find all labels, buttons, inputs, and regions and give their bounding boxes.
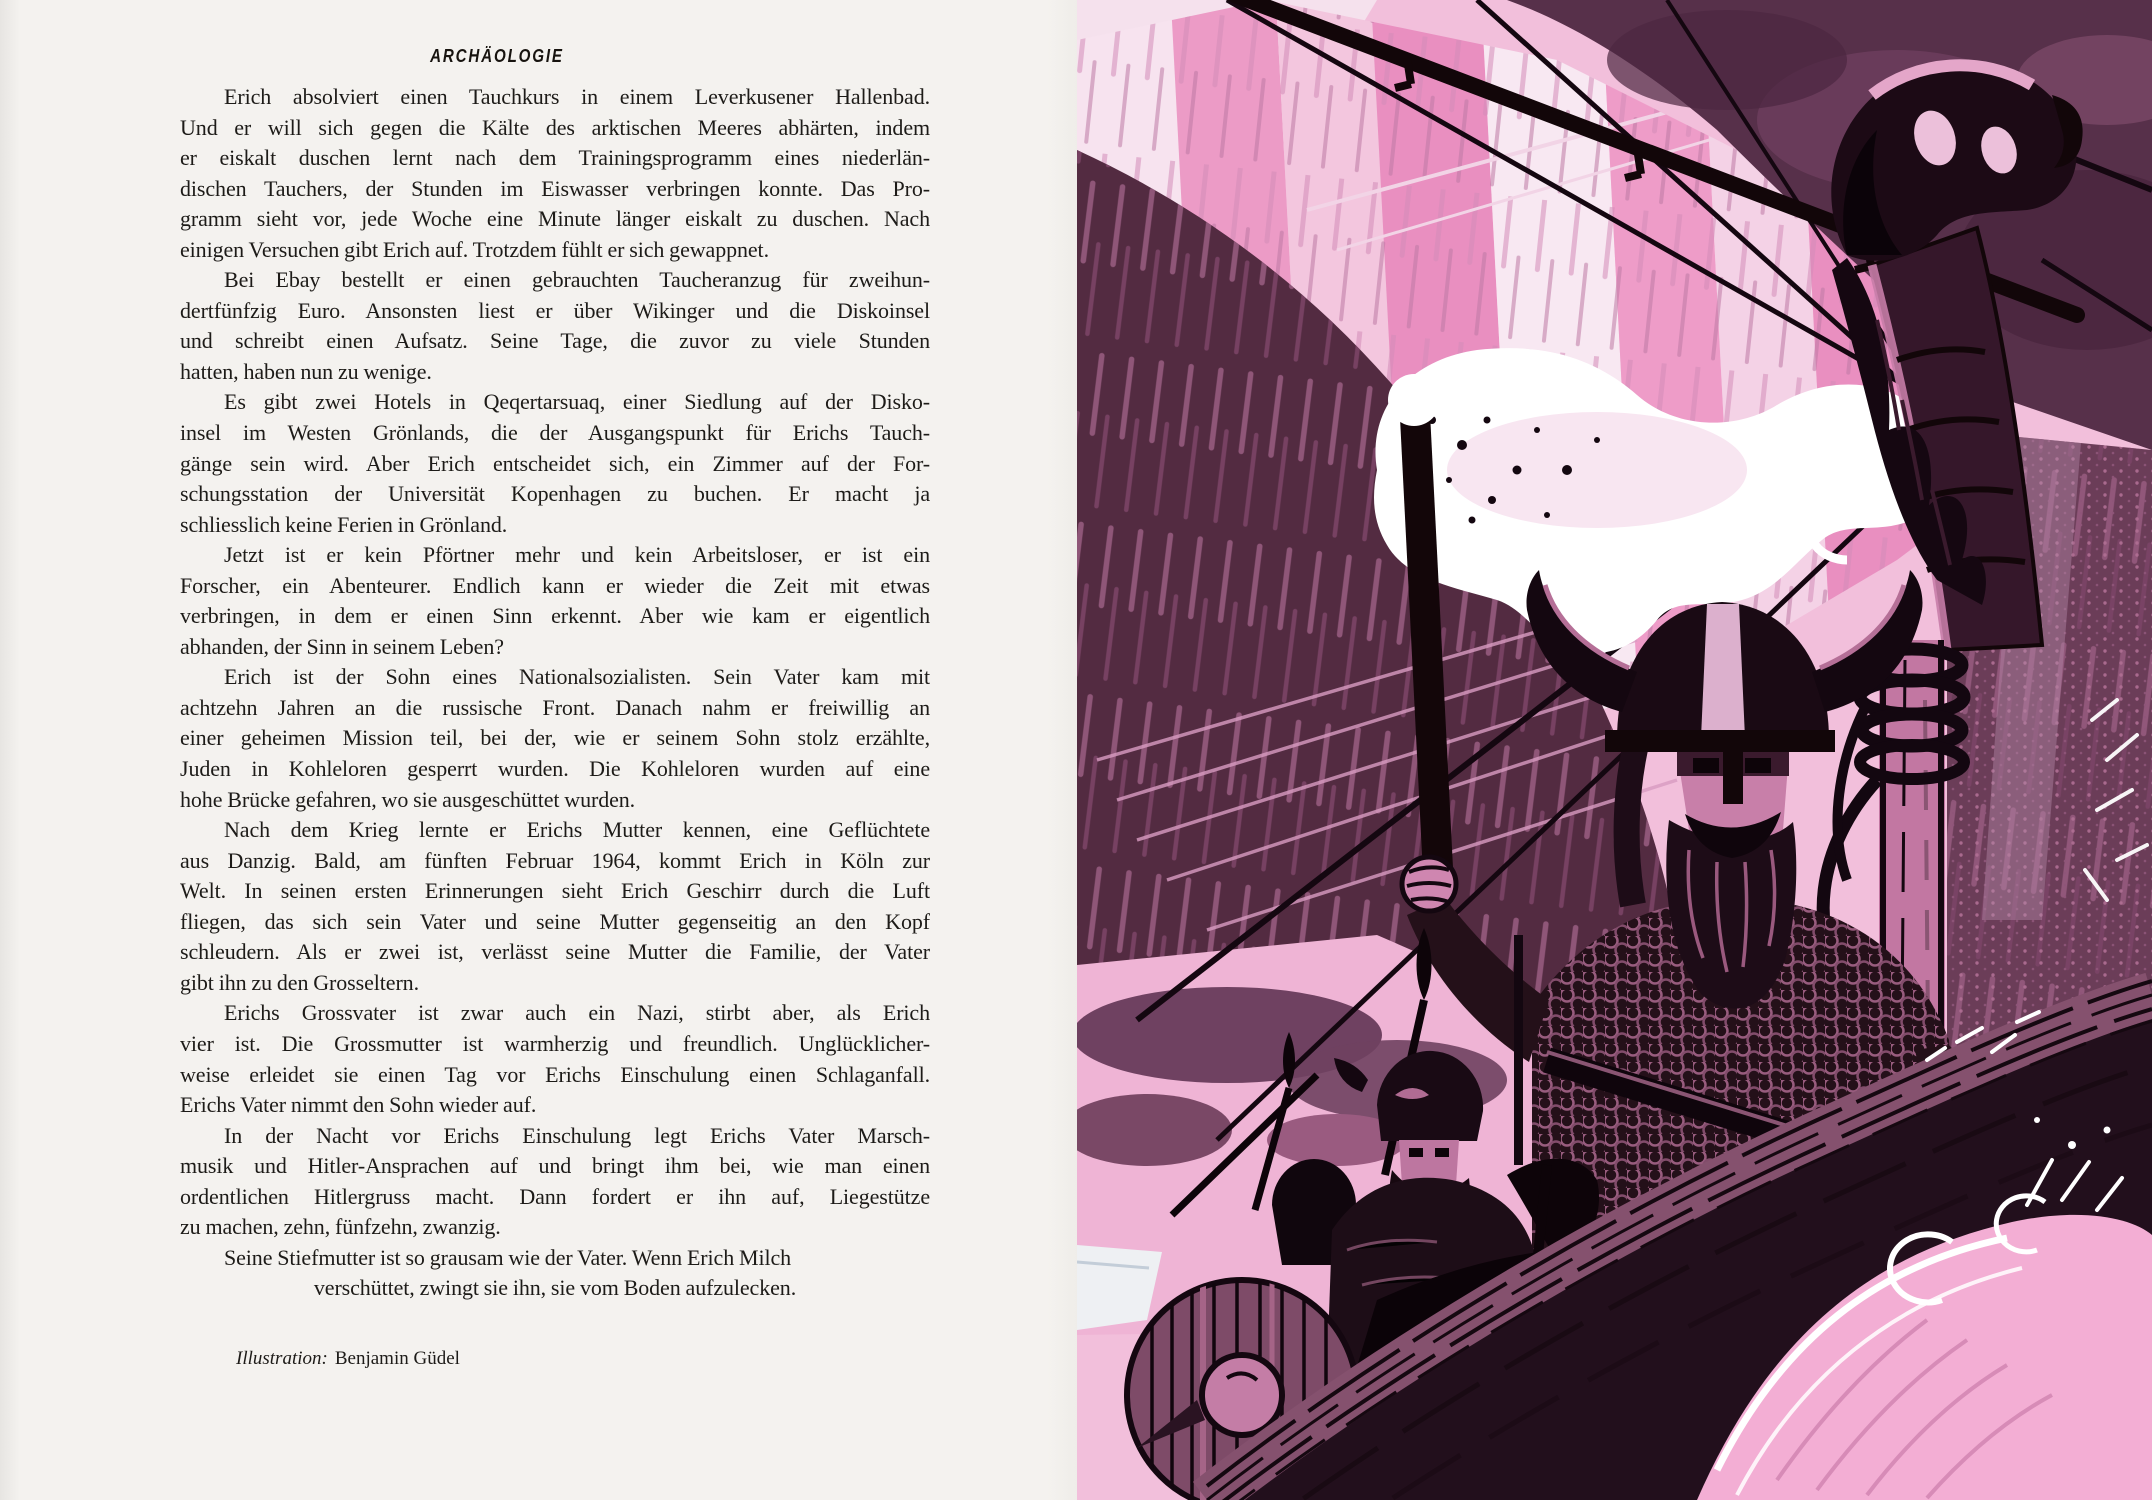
text-line: dertfünfzig Euro. Ansonsten liest er über Wikinger und die Diskoinsel xyxy=(180,297,930,323)
text-line: gibt ihn zu den Grosseltern. xyxy=(180,969,419,995)
text-line: aus Danzig. Bald, am fünften Februar 1964, kommt Erich in Köln zur xyxy=(180,847,930,873)
text-line: abhanden, der Sinn in seinem Leben? xyxy=(180,633,504,659)
text-line: hohe Brücke gefahren, wo sie ausgeschüttet wurden. xyxy=(180,786,636,812)
paragraph xyxy=(180,387,930,540)
text-line: einigen Versuchen gibt Erich auf. Trotzdem fühlt er sich gewappnet. xyxy=(180,236,769,262)
text-line: dischen Tauchers, der Stunden im Eiswasser verbringen konnte. Das Pro- xyxy=(180,175,930,201)
text-line: Erichs Grossvater ist zwar auch ein Nazi, stirbt aber, als Erich xyxy=(224,1000,930,1026)
section-kicker: ARCHÄOLOGIE xyxy=(430,46,564,66)
text-column xyxy=(180,82,930,1304)
text-line: verschüttet, zwingt sie ihn, sie vom Boden aufzulecken. xyxy=(313,1275,797,1301)
text-line: schleudern. Als er zwei ist, verlässt seine Mutter die Familie, der Vater xyxy=(180,939,930,965)
paragraph xyxy=(180,265,930,387)
text-line: schungsstation der Universität Kopenhagen zu buchen. Er macht ja xyxy=(180,481,930,507)
paragraph xyxy=(180,815,930,998)
text-line: Juden in Kohleloren gesperrt wurden. Die Kohleloren wurden auf eine xyxy=(180,756,930,782)
text-line: insel im Westen Grönlands, die der Ausgangspunkt für Erichs Tauch- xyxy=(180,420,930,446)
text-line: Jetzt ist er kein Pförtner mehr und kein Arbeitsloser, er ist ein xyxy=(224,542,930,568)
text-line: Und er will sich gegen die Kälte des arktischen Meeres abhärten, indem xyxy=(180,114,930,140)
text-line: musik und Hitler-Ansprachen auf und bringt ihm bei, wie man einen xyxy=(180,1153,930,1179)
text-line: Forscher, ein Abenteurer. Endlich kann er wieder die Zeit mit etwas xyxy=(180,572,930,598)
torch-hand xyxy=(1402,857,1456,911)
text-line: und schreibt einen Aufsatz. Seine Tage, die zuvor zu viele Stunden xyxy=(180,328,930,354)
text-line: fliegen, das sich sein Vater und seine Mutter gegenseitig an den Kopf xyxy=(180,908,930,934)
credit-name: Benjamin Güdel xyxy=(334,1348,460,1369)
viking-ship-illustration xyxy=(1077,0,2152,1500)
credit-label: Illustration: xyxy=(236,1348,328,1369)
text-line: Erichs Vater nimmt den Sohn wieder auf. xyxy=(180,1092,537,1118)
paragraph xyxy=(180,1243,930,1304)
text-line: achtzehn Jahren an die russische Front. Danach nahm er freiwillig an xyxy=(180,694,930,720)
text-line: gänge sein wird. Aber Erich entscheidet sich, ein Zimmer auf der For- xyxy=(180,450,930,476)
text-line: einer geheimen Mission teil, bei der, wie er seinem Sohn stolz erzählte, xyxy=(180,725,930,751)
text-line: vier ist. Die Grossmutter ist warmherzig und freundlich. Unglücklicher- xyxy=(180,1030,930,1056)
text-line: Es gibt zwei Hotels in Qeqertarsuaq, einer Siedlung auf der Disko- xyxy=(224,389,930,415)
text-line: ordentlichen Hitlergruss macht. Dann fordert er ihn auf, Liegestütze xyxy=(180,1183,930,1209)
paragraph xyxy=(180,540,930,662)
text-line: Erich ist der Sohn eines Nationalsozialisten. Sein Vater kam mit xyxy=(224,664,930,690)
text-line: In der Nacht vor Erichs Einschulung legt Erichs Vater Marsch- xyxy=(224,1122,930,1148)
text-line: Seine Stiefmutter ist so grausam wie der Vater. Wenn Erich Milch xyxy=(224,1244,792,1270)
text-line: gramm sieht vor, jede Woche eine Minute länger eiskalt zu duschen. Nach xyxy=(180,206,930,232)
text-line: Bei Ebay bestellt er einen gebrauchten Taucheranzug für zweihun- xyxy=(224,267,930,293)
text-line: verbringen, in dem er einen Sinn erkennt. Aber wie kam er eigentlich xyxy=(180,603,930,629)
text-line: weise erleidet sie einen Tag vor Erichs Einschulung einen Schlaganfall. xyxy=(180,1061,930,1087)
paragraph xyxy=(180,1121,930,1243)
braid xyxy=(1627,740,1637,905)
paragraph xyxy=(180,662,930,815)
text-line: hatten, haben nun zu wenige. xyxy=(180,358,432,384)
paragraph xyxy=(180,998,930,1120)
text-line: Erich absolviert einen Tauchkurs in einem Leverkusener Hallenbad. xyxy=(224,84,930,109)
text-line: schliesslich keine Ferien in Grönland. xyxy=(180,511,508,537)
illustration-credit xyxy=(236,1348,460,1370)
text-line: er eiskalt duschen lernt nach dem Trainingsprogramm eines niederlän- xyxy=(180,145,930,171)
paragraph xyxy=(180,82,930,265)
text-line: Nach dem Krieg lernte er Erichs Mutter kennen, eine Geflüchtete xyxy=(224,817,930,843)
text-line: Welt. In seinen ersten Erinnerungen sieht Erich Geschirr durch die Luft xyxy=(180,878,930,904)
text-line: zu machen, zehn, fünfzehn, zwanzig. xyxy=(180,1214,501,1240)
